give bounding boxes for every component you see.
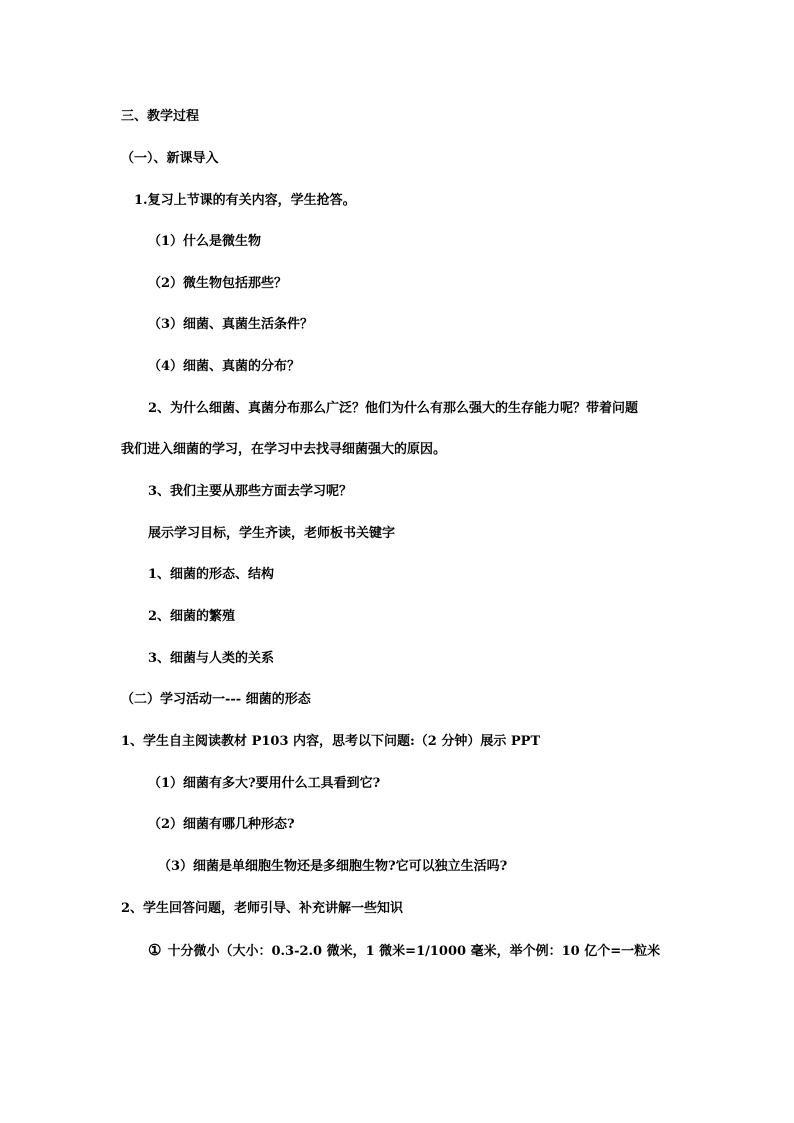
paragraph-review: 1.复习上节课的有关内容，学生抢答。 bbox=[134, 193, 356, 208]
goal-item-2: 2、细菌的繁殖 bbox=[148, 609, 236, 624]
question-4: （4）细菌、真菌的分布？ bbox=[148, 359, 301, 374]
goal-item-3: 3、细菌与人类的关系 bbox=[148, 651, 275, 666]
paragraph-why-widespread: 2、为什么细菌、真菌分布那么广泛？他们为什么有那么强大的生存能力呢？带着问题 bbox=[148, 401, 639, 416]
reading-question-1: （1）细菌有多大?要用什么工具看到它? bbox=[148, 776, 381, 791]
paragraph-learning-aspects: 3、我们主要从那些方面去学习呢？ bbox=[148, 484, 353, 499]
question-3: （3）细菌、真菌生活条件？ bbox=[148, 317, 314, 332]
paragraph-learning-goals: 展示学习目标，学生齐读，老师板书关键字 bbox=[148, 526, 396, 541]
paragraph-size-detail bbox=[148, 942, 660, 960]
circled-number-1: ① bbox=[148, 941, 162, 959]
subsection-heading-activity-1: （二）学习活动一--- 细菌的形态 bbox=[121, 692, 311, 707]
paragraph-self-reading: 1、学生自主阅读教材 P103 内容，思考以下问题:（2 分钟）展示 PPT bbox=[121, 734, 541, 749]
reading-question-2: （2）细菌有哪几种形态? bbox=[148, 817, 295, 832]
paragraph-why-widespread-cont: 我们进入细菌的学习，在学习中去找寻细菌强大的原因。 bbox=[121, 442, 447, 457]
subsection-heading-intro: （一）、新课导入 bbox=[121, 151, 219, 166]
paragraph-students-answer: 2、学生回答问题，老师引导、补充讲解一些知识 bbox=[121, 901, 404, 916]
size-detail-text: 十分微小（大小：0.3-2.0 微米，1 微米=1/1000 毫米，举个例：10 亿个=一粒米 bbox=[167, 944, 661, 959]
question-1: （1）什么是微生物 bbox=[148, 234, 262, 249]
goal-item-1: 1、细菌的形态、结构 bbox=[148, 567, 275, 582]
question-2: （2）微生物包括那些？ bbox=[148, 276, 288, 291]
section-heading-teaching-process: 三、教学过程 bbox=[121, 109, 200, 124]
reading-question-3: （3）细菌是单细胞生物还是多细胞生物?它可以独立生活吗? bbox=[158, 859, 508, 874]
